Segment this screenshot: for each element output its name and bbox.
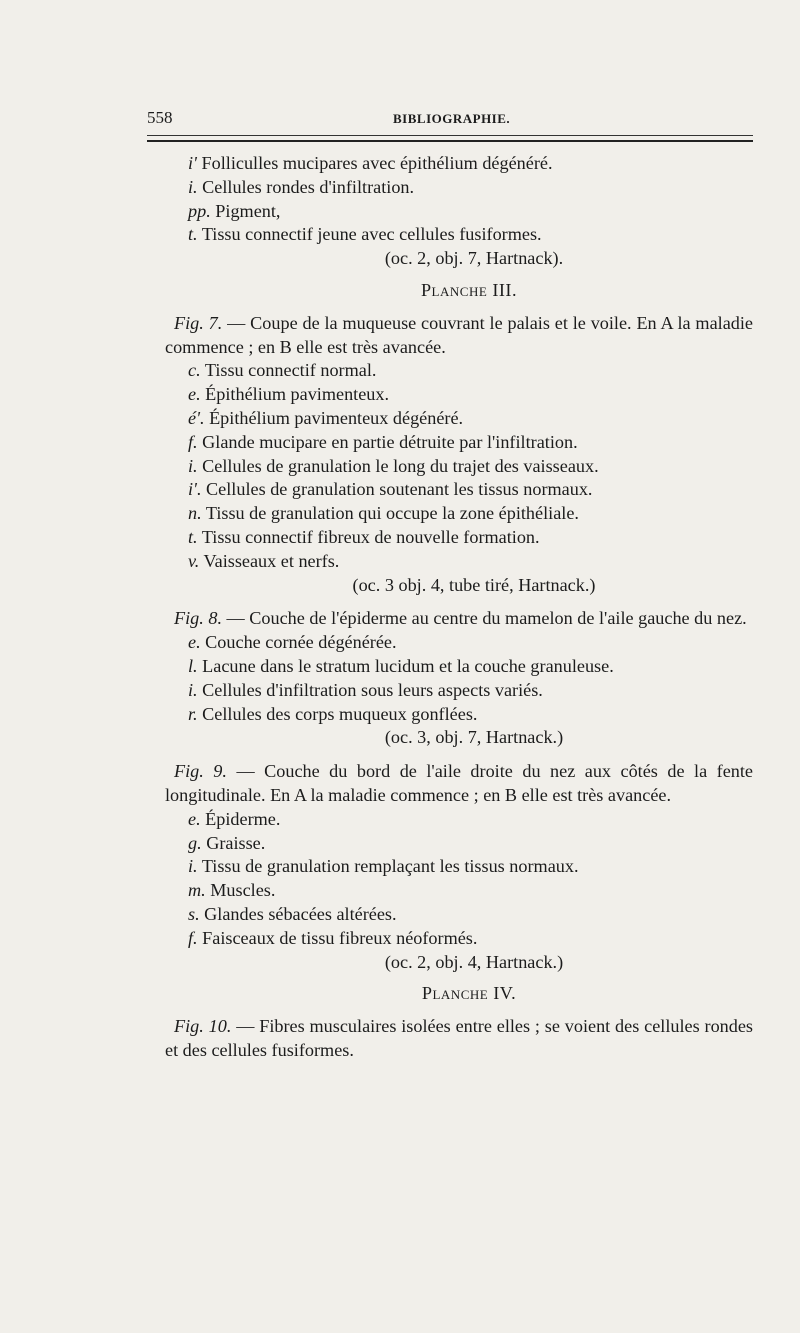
legend-key: l.: [188, 655, 198, 676]
legend-key: e.: [188, 632, 201, 653]
figure-label: Fig. 7.: [174, 312, 223, 333]
legend-text: Folliculles mucipares avec épithélium dégénéré.: [201, 153, 553, 173]
figure-8-caption: [165, 607, 753, 750]
legend-text: Graisse.: [206, 832, 266, 853]
legend-item: [165, 478, 753, 502]
legend-item: [165, 223, 753, 247]
legend-item: [165, 383, 753, 407]
legend-text: Pigment,: [215, 200, 281, 221]
legend-item: [165, 455, 753, 479]
magnification-ref: (oc. 2, obj. 7, Hartnack).: [384, 248, 564, 269]
legend-key: f.: [188, 431, 198, 452]
spacer: [165, 597, 753, 607]
legend-key: i': [188, 153, 197, 173]
legend-key: e.: [188, 384, 201, 405]
legend-item: [165, 359, 753, 383]
legend-item: [165, 200, 753, 224]
legend-key: n.: [188, 503, 202, 524]
legend-text: Cellules de granulation le long du trajet des vaisseaux.: [202, 455, 599, 476]
legend-text: Cellules rondes d'infiltration.: [202, 176, 415, 197]
legend-key: m.: [188, 880, 206, 901]
legend-item: [165, 832, 753, 856]
magnification-ref: (oc. 3 obj. 4, tube tiré, Hartnack.): [352, 574, 596, 595]
figure-9-caption: [165, 760, 753, 974]
page-header: [147, 108, 753, 130]
legend-text: Épithélium pavimenteux.: [205, 384, 390, 405]
figure-description: [165, 1015, 753, 1063]
magnification-ref: (oc. 3, obj. 7, Hartnack.): [384, 727, 564, 748]
legend-key: t.: [188, 224, 198, 245]
legend-key: i.: [188, 679, 198, 700]
legend-key: t.: [188, 526, 198, 547]
figure-label: Fig. 9.: [174, 761, 227, 782]
legend-text: Tissu de granulation remplaçant les tissus normaux.: [201, 856, 579, 877]
figure-description: [165, 312, 753, 360]
legend-text: Cellules des corps muqueux gonflées.: [202, 703, 478, 724]
figure-text: — Coupe de la muqueuse couvrant le palais et le voile. En A la maladie commence ; en B elle est très avancée.: [165, 312, 753, 357]
figure-label: Fig. 8.: [174, 608, 222, 629]
legend-item: [165, 927, 753, 951]
legend-key: e.: [188, 808, 201, 829]
page-number: 558: [147, 108, 173, 127]
legend-item: [165, 903, 753, 927]
legend-text: Tissu connectif normal.: [204, 360, 377, 381]
legend-text: Tissu de granulation qui occupe la zone épithéliale.: [205, 503, 579, 524]
legend-item: [165, 808, 753, 832]
plate-heading: Planche IV.: [421, 983, 517, 1004]
legend-item: [165, 855, 753, 879]
figure-description: [165, 607, 753, 631]
legend-text: Tissu connectif jeune avec cellules fusiformes.: [201, 224, 542, 245]
legend-text: Épithélium pavimenteux dégénéré.: [209, 407, 464, 428]
figure-text: — Couche du bord de l'aile droite du nez aux côtés de la fente longitudinale. En A la maladie commence ; en B elle est très avancée.: [165, 761, 754, 805]
legend-key: f.: [188, 927, 198, 948]
legend-key: pp.: [188, 200, 211, 221]
legend-key: v.: [188, 550, 200, 571]
legend-item: [165, 407, 753, 431]
figure-description: [165, 760, 753, 808]
legend-text: Cellules de granulation soutenant les tissus normaux.: [206, 479, 593, 500]
legend-text: Vaisseaux et nerfs.: [203, 550, 340, 571]
figure-text: — Fibres musculaires isolées entre elles ; se voient des cellules rondes et des cellules fusiformes.: [165, 1016, 754, 1060]
header-rule-thick: [147, 140, 753, 142]
legend-item: [165, 655, 753, 679]
legend-text: Tissu connectif fibreux de nouvelle formation.: [201, 526, 540, 547]
figure-7-caption: [165, 312, 753, 598]
legend-text: Cellules d'infiltration sous leurs aspects variés.: [202, 679, 543, 700]
legend-key: c.: [188, 360, 201, 381]
legend-text: Muscles.: [210, 880, 276, 901]
legend-text: Couche cornée dégénérée.: [205, 632, 397, 653]
legend-item: [165, 431, 753, 455]
legend-key: r.: [188, 703, 198, 724]
legend-key: s.: [188, 903, 200, 924]
legend-text: Lacune dans le stratum lucidum et la couche granuleuse.: [202, 655, 614, 676]
legend-key: i.: [188, 176, 198, 197]
legend-item: [165, 679, 753, 703]
legend-key: i.: [188, 455, 198, 476]
legend-text: Faisceaux de tissu fibreux néoformés.: [202, 927, 478, 948]
legend-key: i.: [188, 856, 198, 877]
header-rule: [147, 135, 753, 136]
legend-item: [165, 526, 753, 550]
legend-text: Glande mucipare en partie détruite par l'infiltration.: [202, 431, 578, 452]
running-title: BIBLIOGRAPHIE.: [393, 111, 511, 126]
legend-item: [165, 631, 753, 655]
spacer: [165, 750, 753, 760]
figure-text: — Couche de l'épiderme au centre du mamelon de l'aile gauche du nez.: [226, 608, 747, 629]
legend-key: i'.: [188, 479, 202, 500]
legend-item: [165, 502, 753, 526]
legend-item: [165, 703, 753, 727]
figure-label: Fig. 10.: [174, 1016, 232, 1037]
magnification-ref: (oc. 2, obj. 4, Hartnack.): [384, 951, 564, 972]
legend-text: Glandes sébacées altérées.: [204, 903, 397, 924]
page-body: [165, 152, 753, 1063]
legend-key: g.: [188, 832, 202, 853]
legend-block-continued: [165, 152, 753, 271]
legend-item: [165, 879, 753, 903]
figure-10-caption: [165, 1015, 753, 1063]
legend-item: [165, 152, 753, 176]
plate-heading: Planche III.: [420, 279, 518, 300]
legend-key: é'.: [188, 407, 205, 428]
legend-item: [165, 550, 753, 574]
legend-item: [165, 176, 753, 200]
legend-text: Épiderme.: [205, 808, 281, 829]
